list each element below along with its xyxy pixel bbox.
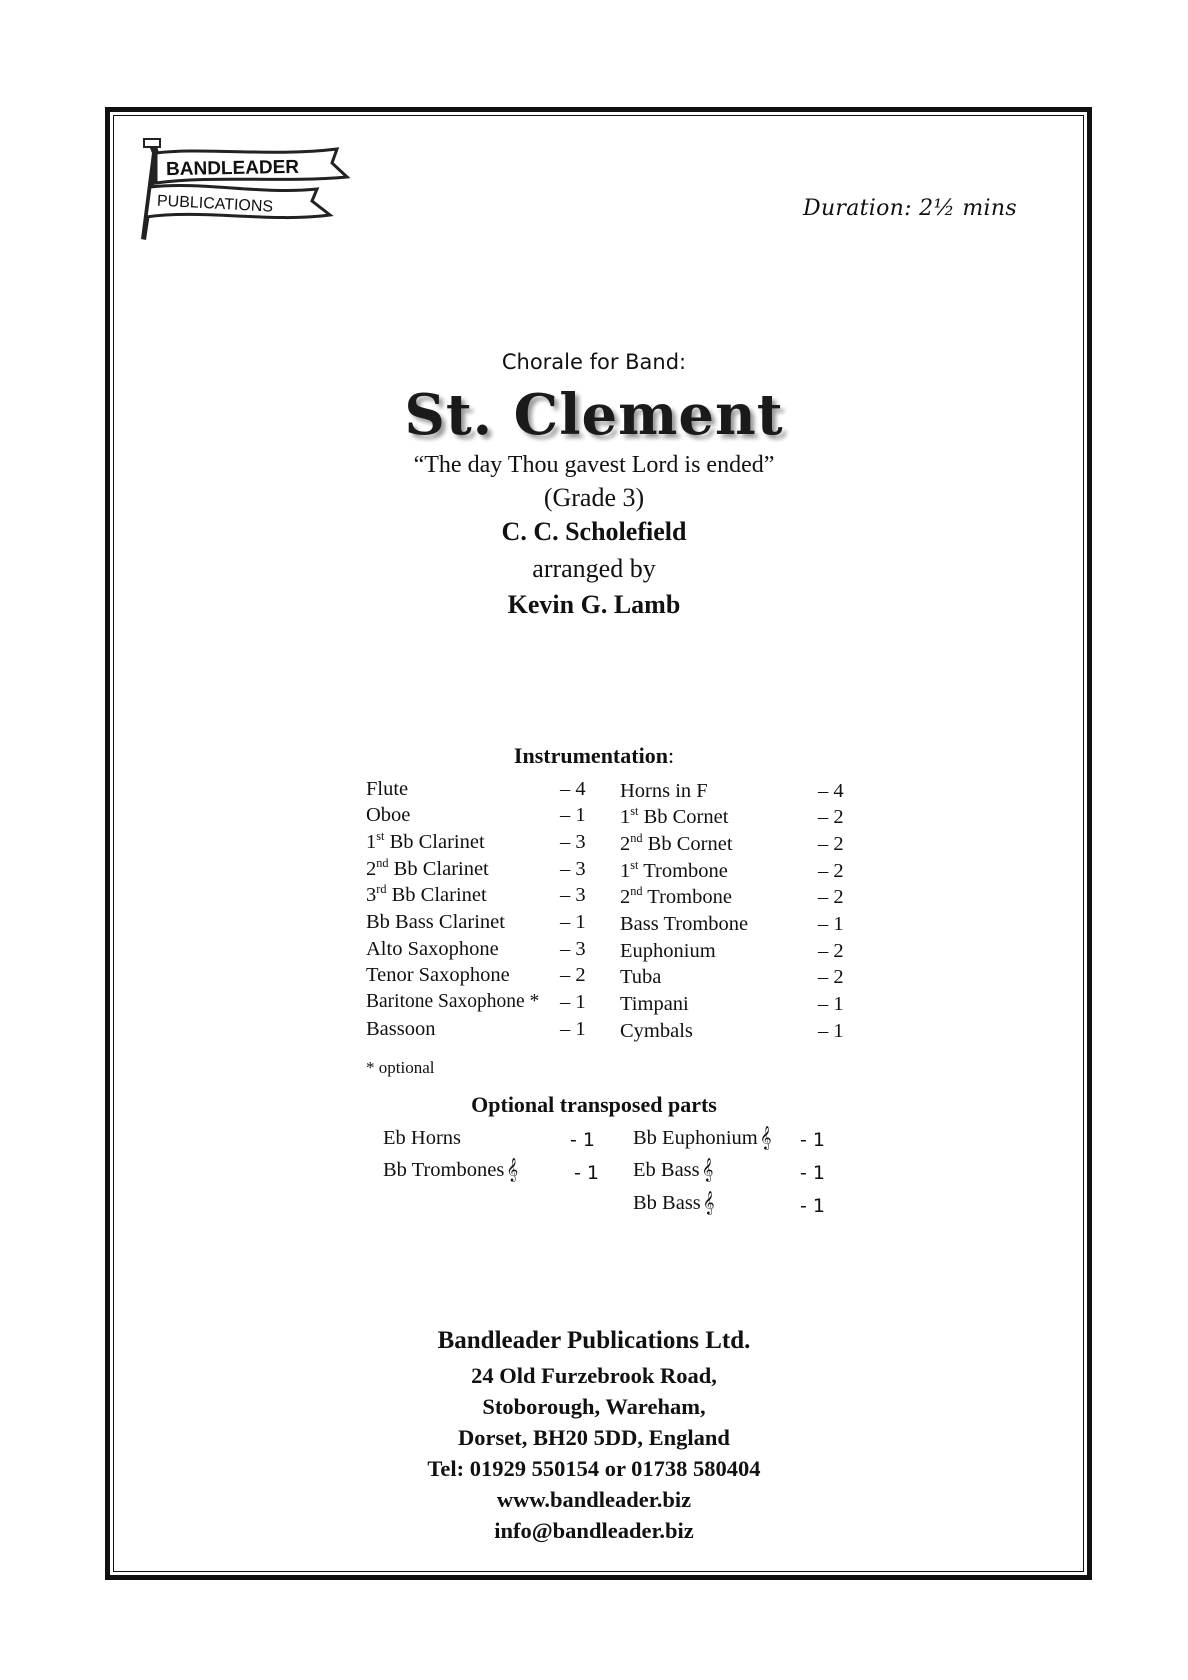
treble-clef-icon: 𝄞 — [759, 1127, 772, 1149]
instrument-count: – 1 — [818, 913, 844, 935]
instrument-count: – 1 — [560, 804, 586, 826]
treble-clef-icon: 𝄞 — [702, 1192, 715, 1214]
instrument-count: – 1 — [818, 993, 844, 1015]
publisher-website: www.bandleader.biz — [496, 1487, 692, 1512]
instrument-row: Horns in F — [620, 780, 708, 802]
instrument-count: – 3 — [560, 884, 586, 906]
instrument-row: Cymbals — [620, 1020, 693, 1042]
instrument-row: 1st Trombone — [620, 858, 728, 882]
instrument-count: – 1 — [560, 1018, 586, 1040]
optional-part-row: Bb Trombones 𝄞 — [383, 1159, 519, 1181]
piece-subtitle: Chorale for Band: — [501, 350, 687, 374]
optional-part-count: - 1 — [800, 1162, 825, 1184]
instrument-row: 2nd Trombone — [620, 884, 732, 908]
instrument-row: Timpani — [620, 993, 689, 1015]
publisher-address-line: Stoborough, Wareham, — [482, 1394, 706, 1419]
hymn-quote: “The day Thou gavest Lord is ended” — [413, 452, 775, 478]
optional-part-count: - 1 — [574, 1162, 599, 1184]
instrument-count: – 2 — [560, 964, 586, 986]
instrument-count: – 2 — [818, 860, 844, 882]
instrument-row: Euphonium — [620, 940, 716, 962]
treble-clef-icon: 𝄞 — [506, 1159, 519, 1181]
instrument-row: 2nd Bb Clarinet — [366, 856, 489, 880]
instrument-row: Flute — [366, 778, 409, 800]
publisher-address-line: 24 Old Furzebrook Road, — [471, 1363, 717, 1388]
optional-part-row: Eb Horns — [383, 1127, 462, 1149]
optional-part-row: Bb Euphonium 𝄞 — [633, 1127, 772, 1149]
grade-label: (Grade 3) — [543, 483, 645, 512]
optional-note: * optional — [366, 1058, 435, 1077]
instrument-count: – 3 — [560, 858, 586, 880]
bandleader-logo — [132, 135, 382, 247]
instrument-row: Tenor Saxophone — [366, 964, 510, 986]
logo-text-bottom: PUBLICATIONS — [156, 192, 274, 216]
instrument-count: – 2 — [818, 966, 844, 988]
instrument-count: – 2 — [818, 833, 844, 855]
instrument-count: – 1 — [560, 991, 586, 1013]
instrument-count: – 3 — [560, 831, 586, 853]
instrument-count: – 3 — [560, 938, 586, 960]
arranged-by-label: arranged by — [532, 554, 656, 583]
optional-part-count: - 1 — [570, 1129, 595, 1151]
instrument-row: Bassoon — [366, 1018, 436, 1040]
piece-title: St. Clement — [404, 382, 784, 448]
publisher-name: Bandleader Publications Ltd. — [437, 1327, 751, 1354]
instrument-row: 3rd Bb Clarinet — [366, 882, 487, 906]
instrument-row: 1st Bb Cornet — [620, 804, 729, 828]
instrument-row: Baritone Saxophone * — [366, 991, 540, 1012]
instrumentation-heading: Instrumentation: — [513, 743, 675, 768]
instrument-row: 2nd Bb Cornet — [620, 831, 733, 855]
publisher-address-line: Dorset, BH20 5DD, England — [458, 1425, 730, 1450]
publisher-phone: Tel: 01929 550154 or 01738 580404 — [427, 1456, 761, 1481]
arranger-name: Kevin G. Lamb — [507, 590, 681, 619]
composer-name: C. C. Scholefield — [501, 517, 687, 546]
instrument-count: – 2 — [818, 940, 844, 962]
instrument-row: 1st Bb Clarinet — [366, 829, 485, 853]
instrument-row: Tuba — [620, 966, 662, 988]
instrument-count: – 2 — [818, 886, 844, 908]
logo-text-top: BANDLEADER — [165, 156, 300, 181]
instrument-row: Bb Bass Clarinet — [366, 911, 505, 933]
instrument-row: Oboe — [366, 804, 411, 826]
instrument-count: – 4 — [818, 780, 844, 802]
duration-label: Duration: 2½ mins — [803, 196, 1017, 221]
instrument-row: Alto Saxophone — [366, 938, 499, 960]
optional-part-row: Bb Bass 𝄞 — [633, 1192, 715, 1214]
optional-part-row: Eb Bass 𝄞 — [633, 1159, 714, 1181]
instrument-count: – 4 — [560, 778, 586, 800]
instrument-row: Bass Trombone — [620, 913, 749, 935]
optional-parts-heading: Optional transposed parts — [471, 1092, 717, 1117]
instrument-count: – 2 — [818, 806, 844, 828]
optional-part-count: - 1 — [800, 1195, 825, 1217]
optional-part-count: - 1 — [800, 1129, 825, 1151]
instrument-count: – 1 — [560, 911, 586, 933]
instrument-count: – 1 — [818, 1020, 844, 1042]
publisher-email: info@bandleader.biz — [494, 1518, 694, 1543]
treble-clef-icon: 𝄞 — [701, 1159, 714, 1181]
